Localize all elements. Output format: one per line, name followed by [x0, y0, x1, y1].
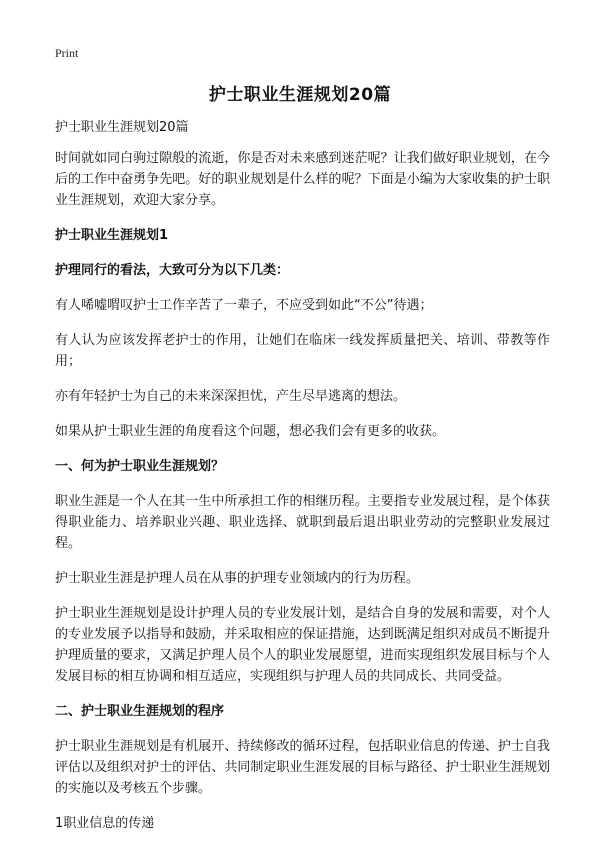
page-title: 护士职业生涯规划20篇 — [208, 85, 392, 105]
print-link[interactable]: Print — [55, 46, 79, 60]
section-heading: 护士职业生涯规划1 — [55, 228, 169, 243]
article-subtitle: 护士职业生涯规划20篇 — [55, 120, 189, 135]
question-heading: 二、护士职业生涯规划的程序 — [55, 704, 225, 719]
view-conclusion: 如果从护士职业生涯的角度看这个问题，想必我们会有更多的收获。 — [55, 424, 446, 439]
intro-paragraph: 时间就如同白驹过隙般的流逝，你是否对未来感到迷茫呢？让我们做好职业规划，在今后的工作中奋勇争先吧。好的职业规划是什么样的呢？下面是小编为大家收集的护士职业生涯规划，欢迎大家分享。 — [55, 151, 550, 208]
view-paragraph: 有人唏嘘喟叹护士工作辛苦了一辈子，不应受到如此“不公”待遇； — [55, 298, 433, 313]
article-body — [55, 117, 550, 848]
definition-paragraph: 职业生涯是一个人在其一生中所承担工作的相继历程。主要指专业发展过程，是个体获得职业能力、培养职业兴趣、职业选择、就职到最后退出职业劳动的完整职业发展过程。 — [55, 494, 550, 551]
procedure-paragraph: 护士职业生涯规划是有机展开、持续修改的循环过程，包括职业信息的传递、护士自我评估以及组织对护士的评估、共同制定职业生涯发展的目标与路径、护士职业生涯规划的实施以及考核五个步骤。 — [55, 739, 550, 796]
views-heading: 护理同行的看法，大致可分为以下几类： — [55, 263, 290, 278]
question-heading: 一、何为护士职业生涯规划？ — [55, 459, 225, 474]
step-item: 1职业信息的传递 — [55, 816, 155, 831]
definition-paragraph: 护士职业生涯规划是设计护理人员的专业发展计划，是结合自身的发展和需要，对个人的专业发展予以指导和鼓励，并采取相应的保证措施，达到既满足组织对成员不断提升护理质量的要求，又满足护理人员个人的职业发展愿望，进而实现组织发展目标与个人发展目标的相互协调和相互适应，实现组织与护理人员的共同成长、共同受益。 — [55, 606, 550, 684]
view-paragraph: 有人认为应该发挥老护士的作用，让她们在临床一线发挥质量把关、培训、带教等作用； — [55, 333, 550, 369]
definition-paragraph: 护士职业生涯是护理人员在从事的护理专业领域内的行为历程。 — [55, 571, 420, 586]
view-paragraph: 亦有年轻护士为自己的未来深深担忧，产生尽早逃离的想法。 — [55, 389, 407, 404]
